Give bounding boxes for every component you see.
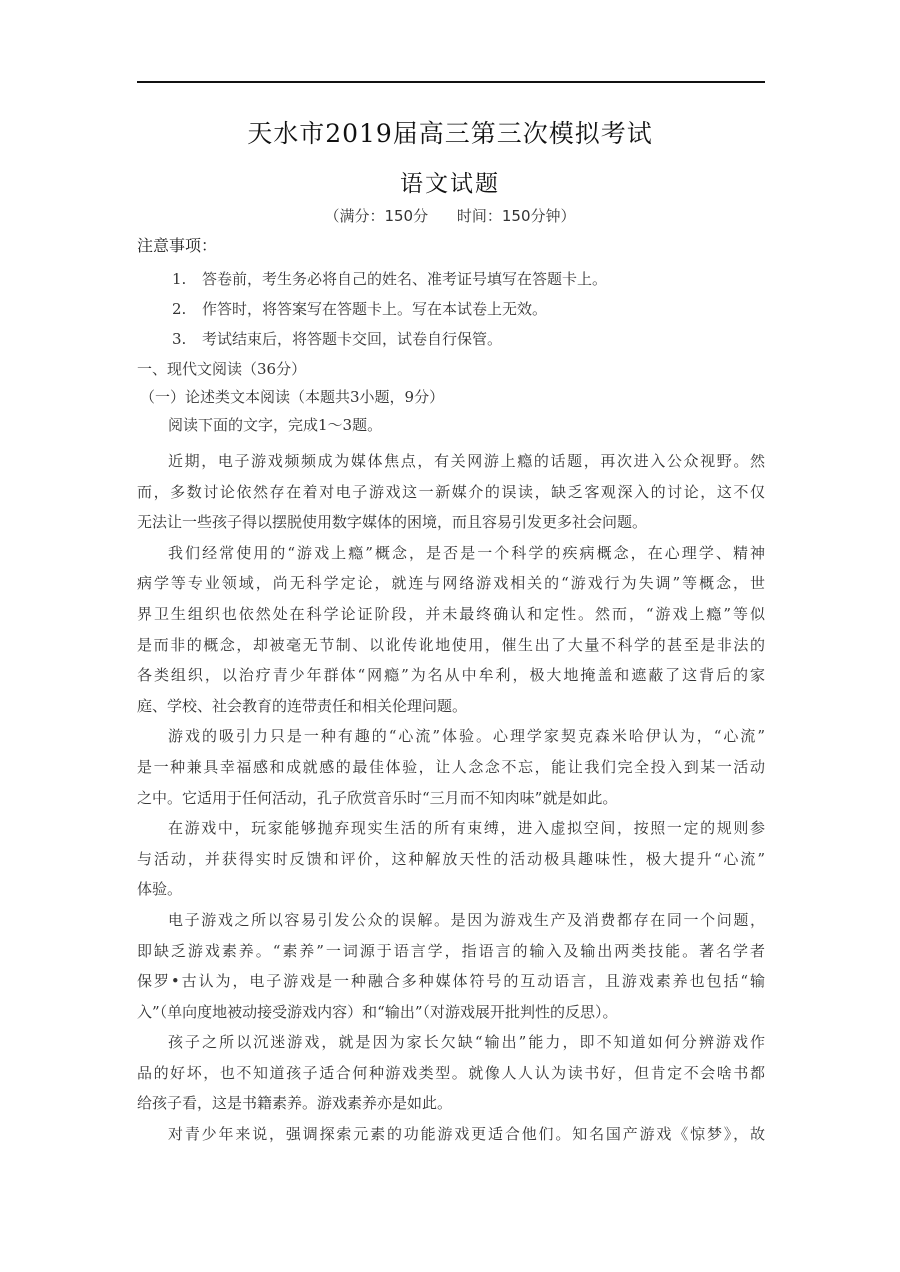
reading-instruction: 阅读下面的文字，完成1～3题。	[168, 416, 383, 434]
passage-line: 在游戏中，玩家能够抛弃现实生活的所有束缚，进入虚拟空间，按照一定的规则参	[168, 819, 765, 838]
passage-line: 与活动，并获得实时反馈和评价，这种解放天性的活动极具趣味性，极大提升“心流”	[137, 849, 765, 868]
passage-line: 而，多数讨论依然存在着对电子游戏这一新媒介的误读，缺乏客观深入的讨论，这不仅	[137, 482, 765, 501]
passage-line: 保罗•古认为，电子游戏是一种融合多种媒体符号的互动语言，且游戏素养也包括“输	[137, 972, 765, 991]
notice-item	[172, 268, 607, 289]
notice-num: 2.	[172, 300, 187, 318]
passage	[137, 446, 765, 1150]
exam-subject: 语文试题	[400, 171, 500, 197]
passage-line: 即缺乏游戏素养。“素养”一词源于语言学，指语言的输入及输出两类技能。著名学者	[137, 941, 765, 960]
passage-line: 庭、学校、社会教育的连带责任和相关伦理问题。	[137, 696, 468, 715]
passage-line: 是一种兼具幸福感和成就感的最佳体验，让人念念不忘，能让我们完全投入到某一活动	[137, 757, 765, 776]
subsection-heading: （一）论述类文本阅读（本题共3小题，9分）	[140, 388, 445, 406]
passage-line: 之中。它适用于任何活动，孔子欣赏音乐时“三月而不知肉味”就是如此。	[137, 788, 618, 807]
passage-line: 近期，电子游戏频频成为媒体焦点，有关网游上瘾的话题，再次进入公众视野。然	[168, 452, 765, 470]
passage-line: 界卫生组织也依然处在科学论证阶段，并未最终确认和定性。然而，“游戏上瘾”等似	[137, 604, 765, 623]
passage-line: 对青少年来说，强调探索元素的功能游戏更适合他们。知名国产游戏《惊梦》，故	[168, 1125, 765, 1144]
notice-text: 答卷前，考生务必将自己的姓名、准考证号填写在答题卡上。	[202, 270, 608, 288]
full-score: （满分：150分	[324, 207, 429, 225]
passage-line: 是而非的概念，却被毫无节制、以讹传讹地使用，催生出了大量不科学的甚至是非法的	[137, 635, 765, 654]
exam-time: 时间：150分钟）	[456, 207, 576, 225]
passage-line: 游戏的吸引力只是一种有趣的“心流”体验。心理学家契克森米哈伊认为，“心流”	[168, 727, 765, 746]
passage-line: 病学等专业领域，尚无科学定论，就连与网络游戏相关的“游戏行为失调”等概念，世	[137, 574, 765, 593]
passage-line: 品的好坏，也不知道孩子适合何种游戏类型。就像人人认为读书好，但肯定不会啥书都	[137, 1063, 765, 1082]
passage-line: 无法让一些孩子得以摆脱使用数字媒体的困境，而且容易引发更多社会问题。	[137, 513, 648, 532]
notice-num: 1.	[172, 270, 187, 288]
notice-text: 考试结束后，将答题卡交回，试卷自行保管。	[202, 330, 503, 348]
passage-line: 孩子之所以沉迷游戏，就是因为家长欠缺“输出”能力，即不知道如何分辨游戏作	[168, 1033, 765, 1052]
passage-line: 入”（单向度地被动接受游戏内容）和“输出”（对游戏展开批判性的反思）。	[137, 1002, 618, 1021]
notice-item	[172, 298, 547, 319]
notice-text: 作答时，将答案写在答题卡上。写在本试卷上无效。	[202, 300, 548, 318]
header-rule	[137, 81, 765, 83]
notice-heading: 注意事项：	[137, 236, 218, 255]
exam-title: 天水市2019届高三第三次模拟考试	[247, 119, 653, 148]
notice-item	[172, 328, 502, 349]
section-heading: 一、现代文阅读（36分）	[137, 360, 307, 378]
passage-line: 电子游戏之所以容易引发公众的误解。是因为游戏生产及消费都存在同一个问题，	[168, 910, 765, 929]
exam-score-time	[0, 205, 900, 226]
notice-num: 3.	[172, 330, 187, 348]
passage-line: 我们经常使用的“游戏上瘾”概念，是否是一个科学的疾病概念，在心理学、精神	[168, 543, 765, 562]
passage-line: 体验。	[137, 880, 183, 899]
passage-line: 各类组织，以治疗青少年群体“网瘾”为名从中牟利，极大地掩盖和遮蔽了这背后的家	[137, 666, 765, 685]
passage-line: 给孩子看，这是书籍素养。游戏素养亦是如此。	[137, 1094, 453, 1113]
